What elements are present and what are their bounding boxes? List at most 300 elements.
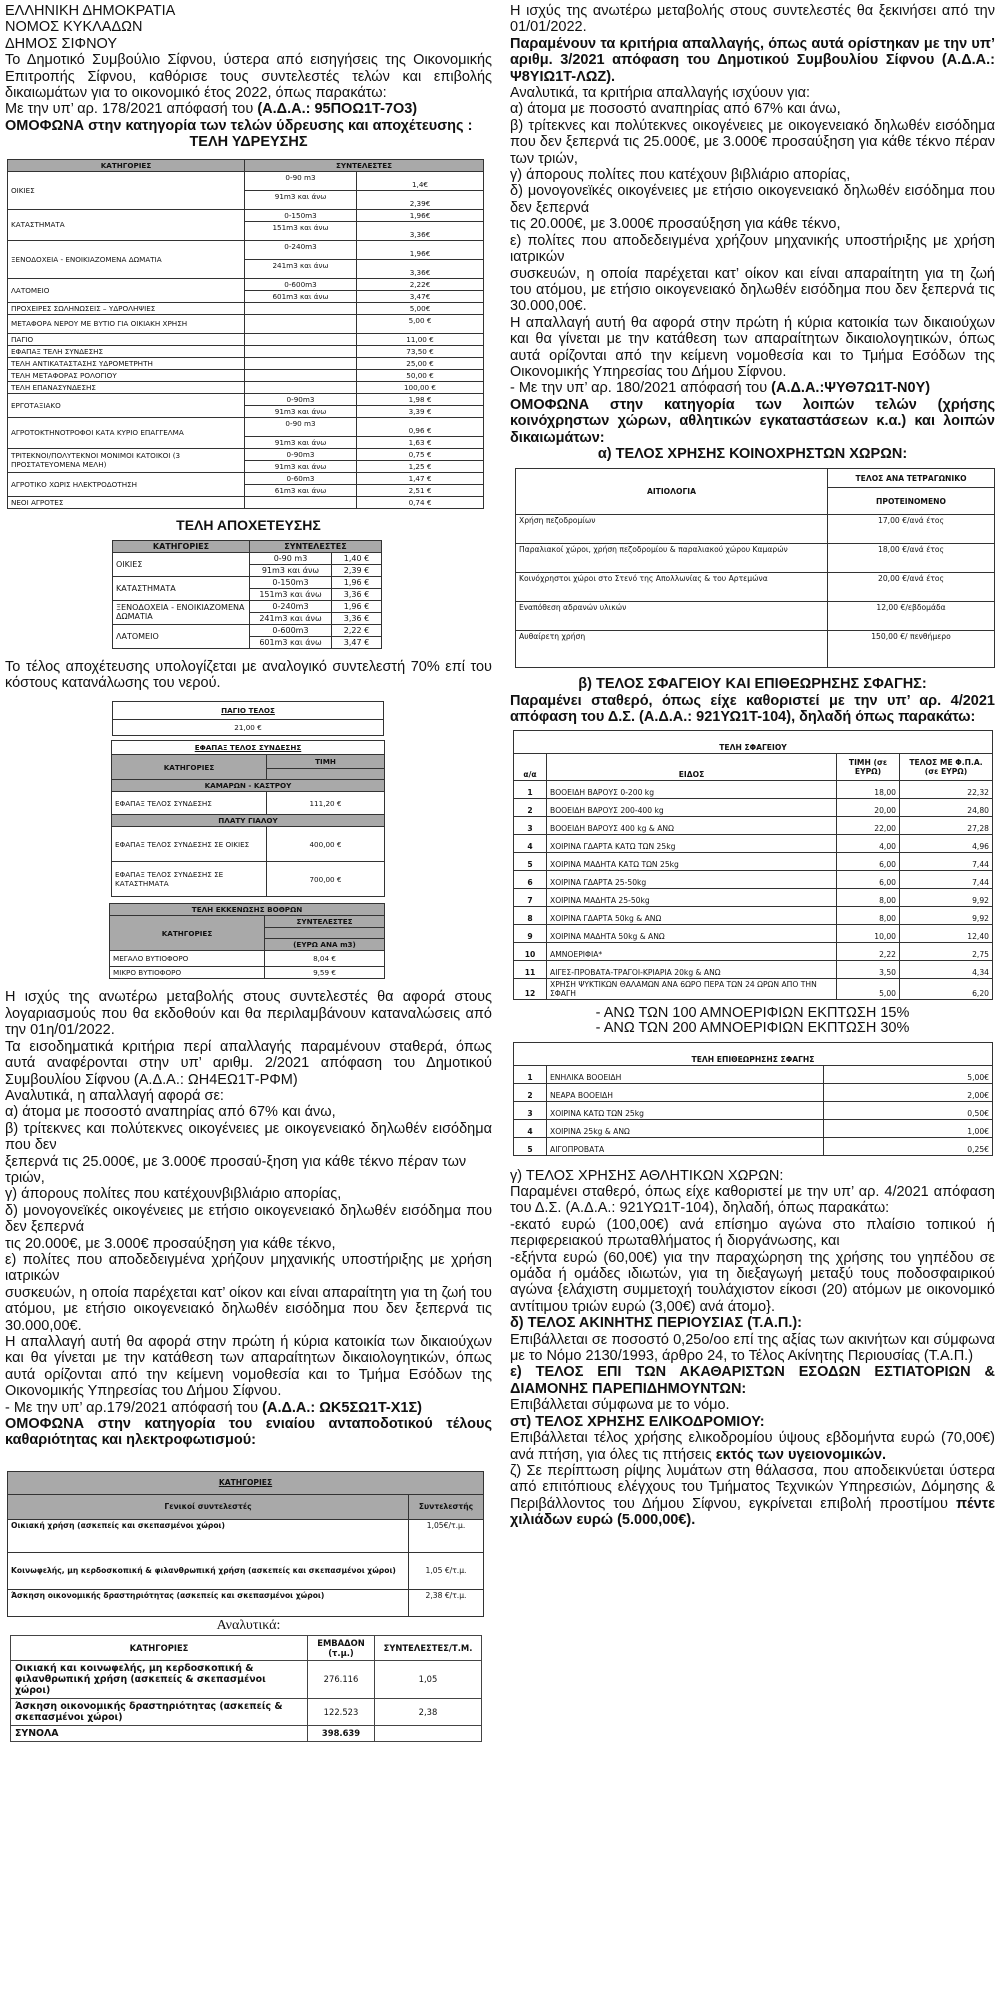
sewage-fees-table — [112, 540, 382, 649]
row-no: 1 — [514, 1065, 547, 1083]
row-vat: 4,34 — [900, 960, 993, 978]
col-kind: ΕΙΔΟΣ — [547, 753, 837, 780]
row-range — [245, 345, 357, 357]
row-no: 5 — [514, 852, 547, 870]
row-rate: 2,39 € — [332, 564, 382, 576]
row-vat: 9,92 — [900, 888, 993, 906]
row-vat: 2,75 — [900, 942, 993, 960]
row-label: Άσκηση οικονομικής δραστηριότητας (ασκεπείς & σκεπασμένοι χώροι) — [11, 1698, 308, 1725]
row-vat: 4,96 — [900, 834, 993, 852]
row-value: 9,59 € — [265, 967, 385, 979]
table-row — [8, 357, 484, 369]
col-proposed: ΠΡΟΤΕΙΝΟΜΕΝΟ — [828, 488, 995, 515]
row-rate: 1,63 € — [357, 436, 484, 448]
row-range — [245, 333, 357, 345]
decision-prefix: Με την υπ’ αρ. 178/2021 απόφασή του — [5, 101, 258, 118]
row-no: 3 — [514, 1101, 547, 1119]
row-label: ΕΦΑΠΑΞ ΤΕΛΟΣ ΣΥΝΔΕΣΗΣ ΣΕ ΚΑΤΑΣΤΗΜΑΤΑ — [112, 862, 267, 897]
row-no: 10 — [514, 942, 547, 960]
row-vat: 27,28 — [900, 816, 993, 834]
row-kind: ΕΝΗΛΙΚΑ ΒΟΟΕΙΔΗ — [547, 1065, 824, 1083]
waste-text-bold: πέντε χιλιάδων ευρώ (5.000,00€). — [510, 1495, 995, 1529]
row-rate: 3,36€ — [357, 221, 484, 240]
intro-decision — [5, 101, 492, 117]
table-row — [113, 600, 382, 612]
row-price: 6,00 — [837, 870, 900, 888]
table-row — [516, 602, 995, 631]
col-unit: (ΕΥΡΩ ΑΝΑ m3) — [265, 939, 385, 951]
row-category: ΠΑΓΙΟ — [8, 333, 245, 345]
table-row — [514, 852, 993, 870]
col-no: α/α — [514, 753, 547, 780]
validity-text: Η ισχύς της ανωτέρω μεταβολής στους συντελεστές θα αφορά στους λογαριασμούς που θα εκδοθούν και θα περιλαμβάνουν καταναλώσεις από την 01η/01/2022. — [5, 989, 492, 1039]
row-range: 0-90m3 — [245, 393, 357, 405]
row-rate: 1,40 € — [332, 552, 382, 564]
col-categories: ΚΑΤΗΓΟΡΙΕΣ — [113, 540, 250, 552]
sewage-title: ΤΕΛΗ ΑΠΟΧΕΤΕΥΣΗΣ — [176, 516, 321, 533]
row-rate: 3,47€ — [357, 290, 484, 302]
row-value: 1,05€/τ.μ. — [409, 1519, 484, 1552]
table-row — [8, 369, 484, 381]
row-kind: ΧΟΙΡΙΝΑ ΜΑΔΗΤΑ 50kg & ΑΝΩ — [547, 924, 837, 942]
criterion-c: γ) άπορους πολίτες που κατέχουνβιβλιάριο απορίας, — [5, 1186, 342, 1203]
row-kind: ΑΜΝΟΕΡΙΦΙΑ* — [547, 942, 837, 960]
col-categories: ΚΑΤΗΓΟΡΙΕΣ — [11, 1635, 308, 1660]
row-area: 122.523 — [308, 1698, 375, 1725]
right-column — [510, 0, 995, 1529]
row-value: 150,00 €/ πενθήμερο — [828, 631, 995, 668]
property-title: δ) ΤΕΛΟΣ ΑΚΙΝΗΤΗΣ ΠΕΡΙΟΥΣΙΑΣ (Τ.Α.Π.): — [510, 1315, 803, 1332]
criterion-b: β) τρίτεκνες και πολύτεκνες οικογένειες με οικογενειακό δηλωθέν εισόδημα που δεν ξεπερνά τις 25.000€, με 3.000€ προσαύξηση για κάθε τέκνο πέραν των τριών, — [510, 117, 995, 167]
row-category: ΤΕΛΗ ΜΕΤΑΦΟΡΑΣ ΡΟΛΟΓΙΟΥ — [8, 369, 245, 381]
cleaning-rates-table — [7, 1471, 484, 1617]
row-rate: 3,47 € — [332, 636, 382, 648]
slaughter-table-title: ΤΕΛΗ ΣΦΑΓΕΙΟΥ — [514, 730, 993, 753]
cleaning-title: ΚΑΤΗΓΟΡΙΕΣ — [218, 1478, 273, 1488]
table-row — [516, 544, 995, 573]
row-category: ΟΙΚΙΕΣ — [8, 171, 245, 209]
discount-200: - ΑΝΩ ΤΩΝ 200 ΑΜΝΟΕΡΙΦΙΩΝ ΕΚΠΤΩΣΗ 30% — [595, 1019, 910, 1036]
row-label: ΕΦΑΠΑΞ ΤΕΛΟΣ ΣΥΝΔΕΣΗΣ — [112, 792, 267, 815]
table-row — [8, 240, 484, 259]
discount-100: - ΑΝΩ ΤΩΝ 100 ΑΜΝΟΕΡΙΦΙΩΝ ΕΚΠΤΩΣΗ 15% — [595, 1004, 910, 1021]
row-price: 20,00 — [837, 798, 900, 816]
primary-residence-text: Η απαλλαγή αυτή θα αφορά στην πρώτη ή κύρια κατοικία των δικαιούχων και θα γίνεται με την κατάθεση των απαραίτητων δικαιολογητικών, όπως αυτά ορίζονται από την κείμενη νομοθεσία και το Τμήμα Εσόδων της Οικονομικής Υπηρεσίας του Δήμου Σίφνου. — [5, 1334, 492, 1400]
col-categories: ΚΑΤΗΓΟΡΙΕΣ — [8, 159, 245, 171]
row-kind: ΑΙΓΟΠΡΟΒΑΤΑ — [547, 1137, 824, 1155]
row-range: 0-90m3 — [245, 448, 357, 460]
table-row — [113, 576, 382, 588]
table-row — [8, 472, 484, 484]
row-kind: ΧΡΗΣΗ ΨΥΚΤΙΚΩΝ ΘΑΛΑΜΩΝ ΑΝΑ 6ΩΡΟ ΠΕΡΑ ΤΩΝ 24 ΩΡΩΝ ΑΠΟ ΤΗΝ ΣΦΑΓΗ — [547, 978, 837, 999]
decision-prefix: - Με την υπ’ αρ.179/2021 απόφασή του — [5, 1399, 263, 1416]
row-range: 0-90 m3 — [245, 417, 357, 436]
row-kind: ΧΟΙΡΙΝΑ ΓΔΑΡΤΑ 25-50kg — [547, 870, 837, 888]
row-kind: ΒΟΟΕΙΔΗ ΒΑΡΟΥΣ 0-200 kg — [547, 780, 837, 798]
row-kind: ΧΟΙΡΙΝΑ ΜΑΔΗΤΑ ΚΑΤΩ ΤΩΝ 25kg — [547, 852, 837, 870]
row-no: 7 — [514, 888, 547, 906]
table-row — [514, 834, 993, 852]
row-rate: 1,96€ — [357, 209, 484, 221]
row-price: 2,22 — [837, 942, 900, 960]
col-fee: ΤΕΛΟΣ ΑΝΑ ΤΕΤΡΑΓΩΝΙΚΟ — [828, 469, 995, 488]
row-label: ΕΦΑΠΑΞ ΤΕΛΟΣ ΣΥΝΔΕΣΗΣ ΣΕ ΟΙΚΙΕΣ — [112, 827, 267, 862]
sewage-note: Το τέλος αποχέτευσης υπολογίζεται με αναλογικό συντελεστή 70% επί του κόστους κατανάλωσης του νερού. — [5, 658, 492, 692]
row-category: ΤΕΛΗ ΑΝΤΙΚΑΤΑΣΤΑΣΗΣ ΥΔΡΟΜΕΤΡΗΤΗ — [8, 357, 245, 369]
row-category: ΟΙΚΙΕΣ — [113, 552, 250, 576]
row-no: 2 — [514, 798, 547, 816]
common-spaces-title — [510, 446, 995, 462]
row-no: 8 — [514, 906, 547, 924]
heliport-text — [510, 1430, 995, 1463]
row-no: 3 — [514, 816, 547, 834]
col-area: ΕΜΒΑΔΟΝ (τ.μ.) — [308, 1635, 375, 1660]
heliport-text-bold: εκτός των υγειονομικών. — [715, 1446, 887, 1463]
row-no: 11 — [514, 960, 547, 978]
table-row — [514, 780, 993, 798]
criterion-b: β) τρίτεκνες και πολύτεκνες οικογένειες με οικογενειακό δηλωθέν εισόδημα που δεν — [5, 1120, 492, 1154]
common-spaces-table — [515, 468, 995, 668]
row-category: ΚΑΤΑΣΤΗΜΑΤΑ — [8, 209, 245, 240]
row-rate: 3,36 € — [332, 588, 382, 600]
col-price: ΤΙΜΗ — [267, 755, 385, 769]
decision-ada: (Α.Δ.Α.: 95ΠΟΩ1Τ-7Ο3) — [257, 101, 418, 118]
row-value: 20,00 €/ανά έτος — [828, 573, 995, 602]
row-value: 1,00€ — [824, 1119, 993, 1137]
row-label: ΜΕΓΑΛΟ ΒΥΤΙΟΦΟΡΟ — [110, 951, 265, 967]
row-rate: 1,05 — [375, 1660, 482, 1698]
connection-fee-table — [111, 740, 385, 897]
restaurants-text: Επιβάλλεται σύμφωνα με το νόμο. — [510, 1397, 730, 1414]
section-platy-gialos: ΠΛΑΤΥ ΓΙΑΛΟΥ — [112, 815, 385, 827]
header-municipality: ΔΗΜΟΣ ΣΙΦΝΟΥ — [5, 35, 118, 52]
row-range: 91m3 και άνω — [245, 460, 357, 472]
row-label: Άσκηση οικονομικής δραστηριότητας (ασκεπείς και σκεπασμένοι χώροι) — [8, 1589, 409, 1616]
row-rate: 2,22 € — [332, 624, 382, 636]
table-row — [514, 1083, 993, 1101]
row-rate: 0,74 € — [357, 496, 484, 508]
row-kind: ΒΟΟΕΙΔΗ ΒΑΡΟΥΣ 400 kg & ΑΝΩ — [547, 816, 837, 834]
row-value: 8,04 € — [265, 951, 385, 967]
row-rate: 1,47 € — [357, 472, 484, 484]
criterion-a: α) άτομα με ποσοστό αναπηρίας από 67% και άνω, — [5, 1104, 336, 1121]
row-value: 400,00 € — [267, 827, 385, 862]
criterion-e: ε) πολίτες που αποδεδειγμένα χρήζουν μηχανικής υποστήριξης με χρήση ιατρικών — [5, 1251, 492, 1285]
table-row — [8, 417, 484, 436]
table-row — [8, 278, 484, 290]
row-range: 0-240m3 — [250, 600, 332, 612]
criterion-e-cont: συσκευών, η οποία παρέχεται κατ’ οίκον και είναι απαραίτητη για τη ζωή του ατόμου, με ετήσιο οικογενειακό δηλωθέν εισόδημα που δεν ξεπερνά τις 30.000,00€. — [510, 265, 995, 315]
row-range: 601m3 και άνω — [245, 290, 357, 302]
row-category: ΕΦΑΠΑΞ ΤΕΛΗ ΣΥΝΔΕΣΗΣ — [8, 345, 245, 357]
table-row — [514, 942, 993, 960]
slaughter-title-text: β) ΤΕΛΟΣ ΣΦΑΓΕΙΟΥ ΚΑΙ ΕΠΙΘΕΩΡΗΣΗΣ ΣΦΑΓΗΣ: — [578, 676, 927, 693]
row-vat: 6,20 — [900, 978, 993, 999]
row-range: 91m3 και άνω — [245, 405, 357, 417]
row-category: ΞΕΝΟΔΟΧΕΙΑ - ΕΝΟΙΚΙΑΖΟΜΕΝΑ ΔΩΜΑΤΙΑ — [8, 240, 245, 278]
col-rates: ΣΥΝΤΕΛΕΣΤΕΣ — [250, 540, 382, 552]
row-rate: 0,75 € — [357, 448, 484, 460]
row-rate: 3,36 € — [332, 612, 382, 624]
row-value: 2,38 €/τ.μ. — [409, 1589, 484, 1616]
row-price: 5,00 — [837, 978, 900, 999]
row-rate: 1,96 € — [332, 576, 382, 588]
table-row — [514, 1101, 993, 1119]
decision-ada: (Α.Δ.Α.:ΨΥΘ7Ω1Τ-Ν0Υ) — [771, 380, 931, 397]
criterion-d-cont: τις 20.000€, με 3.000€ προσαύξηση για κάθε τέκνο, — [5, 1235, 336, 1252]
row-range — [245, 369, 357, 381]
table-row — [514, 816, 993, 834]
row-kind: ΧΟΙΡΙΝΑ ΓΔΑΡΤΑ ΚΑΤΩ ΤΩΝ 25kg — [547, 834, 837, 852]
row-kind: ΝΕΑΡΑ ΒΟΟΕΙΔΗ — [547, 1083, 824, 1101]
analytic-text: Αναλυτικά, τα κριτήρια απαλλαγής ισχύουν για: — [510, 85, 811, 102]
row-value: 2,00€ — [824, 1083, 993, 1101]
table-row — [8, 209, 484, 221]
cesspit-title: ΤΕΛΗ ΕΚΚΕΝΩΣΗΣ ΒΟΘΡΩΝ — [110, 904, 385, 916]
row-rate: 2,22€ — [357, 278, 484, 290]
total-area: 398.639 — [308, 1725, 375, 1741]
row-no: 4 — [514, 1119, 547, 1137]
waste-text-plain: ζ) Σε περίπτωση ρίψης λυμάτων στη θάλασσα, που αποδεικνύεται ύστερα από επιτόπιους ελέγχους του Τμήματος Τεχνικών Υπηρεσιών, Δόμησης & Περιβάλλοντος του Δήμου Σίφνου, εγκρίνεται επιβολή προστίμου — [510, 1462, 995, 1512]
row-kind: ΧΟΙΡΙΝΑ ΚΑΤΩ ΤΩΝ 25kg — [547, 1101, 824, 1119]
decision-180 — [510, 380, 995, 396]
row-no: 5 — [514, 1137, 547, 1155]
row-price: 22,00 — [837, 816, 900, 834]
row-rate: 2,38 — [375, 1698, 482, 1725]
row-range: 0-600m3 — [245, 278, 357, 290]
table-row — [8, 314, 484, 333]
unanimous-other: ΟΜΟΦΩΝΑ στην κατηγορία των λοιπών τελών (χρήσης κοινόχρηστων χώρων, αθλητικών εγκαταστάσεων κ.α.) και λοιπών δικαιωμάτων: — [510, 396, 995, 446]
row-range: 241m3 και άνω — [245, 259, 357, 278]
row-range — [245, 357, 357, 369]
fixed-fee-title: ΠΑΓΙΟ ΤΕΛΟΣ — [221, 706, 275, 716]
row-label: Κοινόχρηστοι χώροι στο Στενό της Απολλωνίας & του Αρτεμώνα — [516, 573, 828, 602]
row-rate: 3,36€ — [357, 259, 484, 278]
table-row — [8, 171, 484, 190]
slaughter-table — [513, 730, 993, 1000]
fixed-fee-table — [112, 701, 384, 736]
row-rate: 1,96€ — [357, 240, 484, 259]
table-row — [516, 515, 995, 544]
decision-prefix: - Με την υπ’ αρ. 180/2021 απόφασή του — [510, 380, 772, 397]
analytic-text: Αναλυτικά, η απαλλαγή αφορά σε: — [5, 1087, 224, 1104]
total-label: ΣΥΝΟΛΑ — [11, 1725, 308, 1741]
inspection-table — [513, 1042, 993, 1156]
table-row — [516, 631, 995, 668]
col-price: ΤΙΜΗ (σε ΕΥΡΩ) — [837, 753, 900, 780]
row-category: ΤΕΛΗ ΕΠΑΝΑΣΥΝΔΕΣΗΣ — [8, 381, 245, 393]
row-range: 0-150m3 — [250, 576, 332, 588]
row-rate: 0,96 € — [357, 417, 484, 436]
row-label: Οικιακή χρήση (ασκεπείς και σκεπασμένοι χώροι) — [8, 1519, 409, 1552]
primary-residence-text: Η απαλλαγή αυτή θα αφορά στην πρώτη ή κύρια κατοικία των δικαιούχων και θα γίνεται με την κατάθεση των απαραίτητων δικαιολογητικών, όπως αυτά ορίζονται από την κείμενη νομοθεσία και το Τμήμα Εσόδων της Οικονομικής Υπηρεσίας του Δήμου Σίφνου. — [510, 314, 995, 380]
table-row — [8, 381, 484, 393]
sports-intro: Παραμένει σταθερό, όπως είχε καθοριστεί με την υπ’ αρ. 4/2021 απόφαση του Δ.Σ. (Α.Δ.Α.: 921ΥΩ1Τ-104), δηλαδή, όπως παρακάτω: — [510, 1184, 995, 1217]
waste-text — [510, 1463, 995, 1529]
row-kind: ΒΟΟΕΙΔΗ ΒΑΡΟΥΣ 200-400 kg — [547, 798, 837, 816]
row-range — [245, 302, 357, 314]
intro-text: Το Δημοτικό Συμβούλιο Σίφνου, ύστερα από εισηγήσεις της Οικονομικής Επιτροπής Σίφνου, καθόρισε τους συντελεστές τελών και επιβολής δικαιωμάτων για το οικονομικό έτος 2022, όπως παρακάτω: — [5, 52, 492, 102]
row-rate: 25,00 € — [357, 357, 484, 369]
row-value: 17,00 €/ανά έτος — [828, 515, 995, 544]
row-label: Χρήση πεζοδρομίων — [516, 515, 828, 544]
col-rate: Συντελεστής — [409, 1494, 484, 1519]
heliport-title: στ) ΤΕΛΟΣ ΧΡΗΣΗΣ ΕΛΙΚΟΔΡΟΜΙΟΥ: — [510, 1413, 765, 1430]
criterion-e: ε) πολίτες που αποδεδειγμένα χρήζουν μηχανικής υποστήριξης με χρήση ιατρικών — [510, 232, 995, 266]
water-title: ΤΕΛΗ ΥΔΡΕΥΣΗΣ — [189, 134, 308, 151]
criterion-b-cont: ξεπερνά τις 25.000€, με 3.000€ προσαύ-ξηση για κάθε τέκνο πέραν των τριών, — [5, 1153, 467, 1186]
intro-unanimous: ΟΜΟΦΩΝΑ στην κατηγορία των τελών ύδρευσης και αποχέτευσης : — [5, 117, 473, 134]
table-row — [516, 573, 995, 602]
table-row — [113, 552, 382, 564]
slaughter-intro: Παραμένει σταθερό, όπως είχε καθοριστεί με την υπ’ αρ. 4/2021 απόφαση του Δ.Σ. (Α.Δ.Α.: 921ΥΩ1Τ-104), δηλαδή όπως παρακάτω: — [510, 692, 995, 726]
row-no: 12 — [514, 978, 547, 999]
col-rate: ΣΥΝΤΕΛΕΣΤΕΣ/Τ.Μ. — [375, 1635, 482, 1660]
sports-item-2: -εξήντα ευρώ (60,00€) για την παραχώρηση της χρήσης του γηπέδου σε ομάδα ή ομάδες ιδιωτών, για τη διεξαγωγή μεταξύ τους ποδοσφαιρικού αγώνα {ελάχιστη συμμετοχή τουλάχιστον είκοσι (20) ατόμων με οικονομικό αντίτιμου τριών ευρώ (3,00€) ανά άτομο}. — [510, 1249, 995, 1315]
row-category: ΛΑΤΟΜΕΙΟ — [8, 278, 245, 302]
table-row — [8, 448, 484, 460]
criteria-text: Τα εισοδηματικά κριτήρια περί απαλλαγής παραμένουν σταθερά, όπως αυτά αναφέρονται στην υπ’ αριθμ. 2/2021 απόφαση του Δημοτικού Συμβουλίου Σίφνου (Α.Δ.Α.: ΩΗ4ΕΩ1Τ-ΡΦΜ) — [5, 1038, 492, 1088]
row-no: 9 — [514, 924, 547, 942]
row-vat: 9,92 — [900, 906, 993, 924]
slaughter-title — [510, 676, 995, 692]
row-range: 0-240m3 — [245, 240, 357, 259]
row-value: 111,20 € — [267, 792, 385, 815]
row-rate: 1,4€ — [357, 171, 484, 190]
col-categories: ΚΑΤΗΓΟΡΙΕΣ — [110, 916, 265, 951]
table-row — [8, 302, 484, 314]
row-vat: 7,44 — [900, 852, 993, 870]
row-range: 0-150m3 — [245, 209, 357, 221]
row-price: 18,00 — [837, 780, 900, 798]
row-value: 5,00€ — [824, 1065, 993, 1083]
row-kind: ΧΟΙΡΙΝΑ ΜΑΔΗΤΑ 25-50kg — [547, 888, 837, 906]
row-vat: 12,40 — [900, 924, 993, 942]
water-fees-table — [7, 159, 484, 509]
row-no: 6 — [514, 870, 547, 888]
table-row — [514, 924, 993, 942]
row-category: ΑΓΡΟΤΟΚΤΗΝΟΤΡΟΦΟΙ ΚΑΤΑ ΚΥΡΙΟ ΕΠΑΓΓΕΛΜΑ — [8, 417, 245, 448]
criterion-a: α) άτομα με ποσοστό αναπηρίας από 67% και άνω, — [510, 101, 841, 118]
restaurants-title: ε) ΤΕΛΟΣ ΕΠΙ ΤΩΝ ΑΚΑΘΑΡΙΣΤΩΝ ΕΣΟΔΩΝ ΕΣΤΙΑΤΟΡΙΩΝ & ΔΙΑΜΟΝΗΣ ΠΑΡΕΠΙΔΗΜΟΥΝΤΩΝ: — [510, 1364, 995, 1397]
row-range: 91m3 και άνω — [250, 564, 332, 576]
criterion-e-cont: συσκευών, η οποία παρέχεται κατ’ οίκον και είναι απαραίτητη για τη ζωή του ατόμου, με ετήσιο οικογενειακό δηλωθέν εισόδημα που δεν ξεπερνά τις 30.000,00€. — [5, 1284, 492, 1334]
row-area: 276.116 — [308, 1660, 375, 1698]
row-label: Οικιακή και κοινωφελής, μη κερδοσκοπική & φιλανθρωπική χρήση (ασκεπείς & σκεπασμένοι χώροι) — [11, 1660, 308, 1698]
row-price: 6,00 — [837, 852, 900, 870]
table-row — [514, 978, 993, 999]
col-rates: ΣΥΝΤΕΛΕΣΤΕΣ — [245, 159, 484, 171]
row-kind: ΑΙΓΕΣ-ΠΡΟΒΑΤΑ-ΤΡΑΓΟΙ-ΚΡΙΑΡΙΑ 20kg & ΑΝΩ — [547, 960, 837, 978]
criterion-d: δ) μονογονεϊκές οικογένειες με ετήσιο οικογενειακό δηλωθέν εισόδημα που δεν ξεπερνά — [510, 183, 995, 216]
header-prefecture: ΝΟΜΟΣ ΚΥΚΛΑΔΩΝ — [5, 19, 143, 36]
cesspit-table — [109, 903, 385, 979]
row-no: 2 — [514, 1083, 547, 1101]
col-general: Γενικοί συντελεστές — [8, 1494, 409, 1519]
row-kind: ΧΟΙΡΙΝΑ 25kg & ΑΝΩ — [547, 1119, 824, 1137]
row-rate: 100,00 € — [357, 381, 484, 393]
row-rate: 73,50 € — [357, 345, 484, 357]
row-range: 241m3 και άνω — [250, 612, 332, 624]
col-reason: ΑΙΤΙΟΛΟΓΙΑ — [516, 469, 828, 515]
row-vat: 24,80 — [900, 798, 993, 816]
row-value: 1,05 €/τ.μ. — [409, 1552, 484, 1589]
left-column — [5, 0, 492, 1742]
row-label: Αυθαίρετη χρήση — [516, 631, 828, 668]
row-value: 12,00 €/εβδομάδα — [828, 602, 995, 631]
table-row — [514, 906, 993, 924]
row-no: 1 — [514, 780, 547, 798]
row-price: 10,00 — [837, 924, 900, 942]
inspection-title: ΤΕΛΗ ΕΠΙΘΕΩΡΗΣΗΣ ΣΦΑΓΗΣ — [514, 1042, 993, 1065]
row-category: ΕΡΓΟΤΑΞΙΑΚΟ — [8, 393, 245, 417]
col-categories: ΚΑΤΗΓΟΡΙΕΣ — [112, 755, 267, 780]
validity-text: Η ισχύς της ανωτέρω μεταβολής στους συντελεστές θα ξεκινήσει από την 01/01/2022. — [510, 3, 995, 36]
row-rate: 5,00 € — [357, 314, 484, 333]
row-label: Παραλιακοί χώροι, χρήση πεζοδρομίου & παραλιακού χώρου Καμαρών — [516, 544, 828, 573]
row-range: 0-60m3 — [245, 472, 357, 484]
row-rate: 1,25 € — [357, 460, 484, 472]
decision-ada: (Α.Δ.Α.: ΩΚ5ΣΩ1Τ-Χ1Σ) — [262, 1399, 422, 1416]
row-vat: 22,32 — [900, 780, 993, 798]
row-category: ΠΡΟΧΕΙΡΕΣ ΣΩΛΗΝΩΣΕΙΣ – ΥΔΡΟΛΗΨΙΕΣ — [8, 302, 245, 314]
row-range: 91m3 και άνω — [245, 436, 357, 448]
row-category: ΑΓΡΟΤΙΚΟ ΧΩΡΙΣ ΗΛΕΚΤΡΟΔΟΤΗΣΗ — [8, 472, 245, 496]
decision-179 — [5, 1400, 492, 1416]
table-row — [514, 888, 993, 906]
criteria-bold: Παραμένουν τα κριτήρια απαλλαγής, όπως αυτά ορίστηκαν με την υπ’ αριθμ. 3/2021 απόφαση του Δημοτικού Συμβουλίου Σίφνου (Α.Δ.Α.: Ψ8ΥΙΩ1Τ-ΛΩΖ). — [510, 35, 995, 85]
sports-title: γ) ΤΕΛΟΣ ΧΡΗΣΗΣ ΑΘΛΗΤΙΚΩΝ ΧΩΡΩΝ: — [510, 1167, 784, 1184]
row-label: Κοινωφελής, μη κερδοσκοπική & φιλανθρωπική χρήση (ασκεπείς και σκεπασμένοι χώροι) — [8, 1552, 409, 1589]
row-range: 151m3 και άνω — [245, 221, 357, 240]
row-category: ΤΡΙΤΕΚΝΟΙ/ΠΟΛΥΤΕΚΝΟΙ ΜΟΝΙΜΟΙ ΚΑΤΟΙΚΟΙ (3 ΠΡΟΣΤΑΤΕΥΟΜΕΝΑ ΜΕΛΗ) — [8, 448, 245, 472]
row-vat: 7,44 — [900, 870, 993, 888]
criterion-d-cont: τις 20.000€, με 3.000€ προσαύξηση για κάθε τέκνο, — [510, 216, 841, 233]
row-price: 4,00 — [837, 834, 900, 852]
row-rate: 5,00€ — [357, 302, 484, 314]
col-vat: ΤΕΛΟΣ ΜΕ Φ.Π.Α. (σε ΕΥΡΩ) — [900, 753, 993, 780]
common-spaces-title-text: α) ΤΕΛΟΣ ΧΡΗΣΗΣ ΚΟΙΝΟΧΡΗΣΤΩΝ ΧΩΡΩΝ: — [597, 445, 908, 462]
row-category: ΜΕΤΑΦΟΡΑ ΝΕΡΟΥ ΜΕ ΒΥΤΙΟ ΓΙΑ ΟΙΚΙΑΚΗ ΧΡΗΣΗ — [8, 314, 245, 333]
row-category: ΝΕΟΙ ΑΓΡΟΤΕΣ — [8, 496, 245, 508]
fixed-fee-value: 21,00 € — [113, 720, 384, 736]
unanimous-cleaning: ΟΜΟΦΩΝΑ στην κατηγορία του ενιαίου ανταποδοτικού τέλους καθαριότητας και ηλεκτροφωτισμού: — [5, 1416, 492, 1449]
row-value: 700,00 € — [267, 862, 385, 897]
row-value: 0,50€ — [824, 1101, 993, 1119]
table-row — [514, 798, 993, 816]
row-price: 8,00 — [837, 906, 900, 924]
row-label: ΜΙΚΡΟ ΒΥΤΙΟΦΟΡΟ — [110, 967, 265, 979]
row-rate: 3,39 € — [357, 405, 484, 417]
analytic-caption: Αναλυτικά: — [216, 1617, 281, 1633]
row-no: 4 — [514, 834, 547, 852]
table-row — [514, 1065, 993, 1083]
table-row — [113, 624, 382, 636]
row-label: Εναπόθεση αδρανών υλικών — [516, 602, 828, 631]
row-rate: 1,98 € — [357, 393, 484, 405]
heliport-text-plain: Επιβάλλεται τέλος χρήσης ελικοδρομίου ύψους εβδομήντα ευρώ (70,00€) ανά πτήση, για όλες τις πτήσεις — [510, 1430, 995, 1463]
row-rate: 2,39€ — [357, 190, 484, 209]
table-row — [8, 393, 484, 405]
table-row — [514, 1137, 993, 1155]
row-rate: 50,00 € — [357, 369, 484, 381]
row-rate: 1,96 € — [332, 600, 382, 612]
row-range — [245, 381, 357, 393]
row-range: 151m3 και άνω — [250, 588, 332, 600]
row-rate: 2,51 € — [357, 484, 484, 496]
row-range: 61m3 και άνω — [245, 484, 357, 496]
row-rate: 11,00 € — [357, 333, 484, 345]
